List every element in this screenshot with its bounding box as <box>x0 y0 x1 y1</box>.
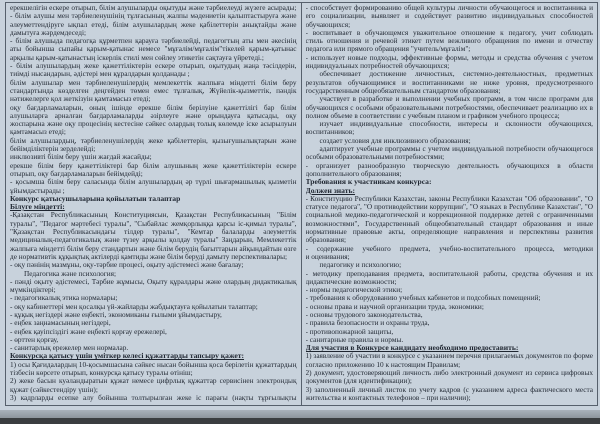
text-line: статусе педагога", "О противодействии коррупции", "О языках в Республике Казахстан", "О <box>305 203 593 212</box>
text-line: индивидуальных потребностей обучающихся; <box>305 62 450 71</box>
text-line: әлеуметтендіруге ықпал етеді, білім алушылардың жеке қабілеттерін анықтайды және <box>10 20 297 29</box>
text-line: педагогику и психологию; <box>319 261 402 270</box>
text-line: -Қазақстан Республикасының Конституциясын, Қазақстан Республикасының "Білім <box>10 211 297 220</box>
text-line: аты бойынша сыпайы қарым-қатынас немесе "мұғалім/мұғалім"тікелей қарым-қатынас <box>10 45 297 54</box>
text-line: тиімді нысандарын, әдістері мен құралдарын қолданады ; <box>10 70 190 79</box>
text-line: - білім алушыда педагогқа құрметпен қарауға тәрбиелейді, педагогтың аты мен әкесінің <box>10 37 297 46</box>
text-line: - воспитывает в обучающемся уважительное отношение к педагогу, учит соблюдать <box>305 28 593 37</box>
section-heading-underlined: Для участия в Конкурсе кандидату необходимо предоставить: <box>305 344 519 353</box>
text-line: результатов обучающимися и воспитанниками не ниже уровня, предусмотренного <box>305 78 593 87</box>
text-line: педагога или прямого обращения "учитель/мұғалім"; <box>305 45 471 54</box>
text-line: - оқу кабинеттері мен қосалқы үй-жайларды жабдықтауға қойылатын талаптар; <box>10 302 258 311</box>
text-line: адаптирует учебные программы с учетом индивидуальной потребности обучающегося <box>319 145 593 154</box>
text-line: - қосымша білім беру саласында білім алушылардың әр түрлі шығармашылық қызметін <box>10 178 297 187</box>
text-line: особыми образовательными потребностями; <box>305 153 445 162</box>
text-line: - санитарные правила и нормы. <box>305 335 404 344</box>
text-line: 2) жеке басын куәландыратын құжат немесе цифрлық құжаттар сервисінен электрондық <box>10 377 297 386</box>
text-line: полном объеме в соответствии с учебным планом и графиком учебного процесса; <box>305 111 560 120</box>
text-line: документов (для идентификации); <box>305 377 412 386</box>
text-line: нормативные правовые акты, определяющие направления и перспективы развития <box>305 228 593 237</box>
page-edge-shadow <box>0 410 600 418</box>
section-heading-underlined: Конкурсқа қатысу үшін үміткер келесі құжаттарды тапсыру қажет: <box>10 352 245 361</box>
text-line: ерекше білім беру қажеттіліктері бар білім алушының жеке қажеттіліктерін ескере <box>10 161 297 170</box>
text-line: 3) заполненный личный листок по учету кадров (с указанием адреса фактического места <box>305 385 593 394</box>
text-line: его социализации, выявляет и содействует развитию индивидуальных способностей <box>305 12 593 21</box>
text-line: жалпыға міндетті білім беру стандартын және білім берудің бағыттарын айқындайтын өзге <box>10 244 297 253</box>
text-line: участвует в разработке и выполнении учебных программ, в том числе программ для <box>319 95 593 104</box>
text-line: 1) заявление об участии в конкурсе с указанием перечня прилагаемых документов по форме <box>305 352 593 361</box>
text-line: - противопожарной защиты, <box>305 327 394 336</box>
text-line: - санитарлық ережелер мен нормалар. <box>10 344 129 353</box>
text-line: құжат (сәйкестендіру үшін); <box>10 385 98 394</box>
russian-text-column <box>302 3 598 405</box>
text-line: Педагогика және психология; <box>24 269 117 278</box>
text-line: медициналық-педагогикалық және түзеу арқылы қолдау туралы" Заңдарын, Мемлекеттік <box>10 236 297 245</box>
section-heading: Требования к участникам конкурса: <box>305 178 432 187</box>
text-line: стандартында көзделген деңгейден төмен емес тұлғалық, Жүйелік-қызметтік, пәндік <box>10 86 297 95</box>
text-line: - пәнді оқыту әдістемесі, Тәрбие жұмысы, Оқыту құралдары және олардың дидактикалық <box>10 277 297 286</box>
text-line: 1) осы Қағидалардың 10-қосымшасына сәйкес нысан бойынша қоса берілетін құжаттардың <box>10 360 297 369</box>
text-line: дополнительного образования; <box>305 169 402 178</box>
text-line: оқу бағдарламаларын, оның ішінде ерекше білім берілуіне қажеттілігі бар білім <box>10 103 297 112</box>
text-line: - оқу пәнінің мазмұны, оқу-тәрбие процесі, оқыту әдістемесі және бағалау; <box>10 261 244 270</box>
text-line: - основы права и научной организации труда, экономики; <box>305 302 484 311</box>
text-line: возможностями", Государственный общеобязательный стандарт образования и иные <box>305 219 593 228</box>
text-line: - использует новые подходы, эффективные формы, методы и средства обучения с учетом <box>305 53 593 62</box>
text-line: воспитанников; <box>305 128 355 137</box>
text-line: туралы", "Педагог мәртебесі туралы", "Сыбайлас жемқорлыққа қарсы іс-қимыл туралы", <box>10 219 297 228</box>
background-surface <box>0 418 600 424</box>
text-line: - организует разнообразную творческую деятельность обучающихся в области <box>305 161 593 170</box>
text-line: - правила безопасности и охраны труда, <box>305 319 430 328</box>
text-line: - нормы педагогической этики; <box>305 286 403 295</box>
section-heading-underlined: Білуге міндетті: <box>10 203 65 212</box>
text-line: арқылы қарым-қатынастың іскерлік стилі мен сөйлеу этикетін сақтауға үйретеді.; <box>10 53 264 62</box>
text-line: - еңбек заңнамасының негіздері, <box>10 319 111 328</box>
text-line: 3) кадрларды есепке алу бойынша толтырылған жеке іс парағы (нақты тұрғылықты <box>10 393 297 402</box>
document-table <box>5 2 598 406</box>
text-line: - методику преподавания предмета, воспитательной работы, средства обучения и их <box>305 269 593 278</box>
text-line: - способствует формированию общей культуры личности обучающегося и воспитанника и <box>305 4 593 12</box>
text-line: мүмкіндіктері; <box>10 286 56 295</box>
section-heading-underlined: Должен знать: <box>305 186 356 195</box>
text-line: и оценивания; <box>305 252 350 261</box>
text-line: социальной медико-педагогической и коррекционной поддержке детей с ограниченными <box>305 211 593 220</box>
text-line: білім алушылар мен тәрбиеленушілердің мемлекеттік жалпыға міндетті білім беру <box>10 78 297 87</box>
text-line: жоспарына және оқу процесінің кестесіне сәйкес олардың толық көлемде іске асырылуын <box>10 120 297 129</box>
text-line: - өрттен қорғау, <box>10 335 59 344</box>
text-line: - еңбек қауіпсіздігі және еңбекті қорғау ережелері, <box>10 327 167 336</box>
text-line: образования; <box>305 236 347 245</box>
text-line: дамытуға жәрдемдеседі; <box>10 28 87 37</box>
text-line: тізбесін көрсете отырып, конкурсқа қатысу туралы өтініш; <box>10 369 193 378</box>
text-line: обучающихся с особыми образовательными потребностями, обеспечивает реализацию их в <box>305 103 593 112</box>
text-line: - білім алушылардың жеке қажеттіліктерін ескере отырып, оқытудың жаңа тәсілдерін, <box>10 62 297 71</box>
text-line: білім алушылардың, тәрбиеленушілердің жеке қабілеттерін, қызығушылықтарын және <box>10 136 297 145</box>
text-line: нәтижелерге қол жеткізуін қамтамасыз етеді; <box>10 95 151 104</box>
text-line: - требования к оборудованию учебных кабинетов и подсобных помещений; <box>305 294 541 303</box>
section-heading: Конкурс қатысушыларына қойылатын талаптар <box>10 194 181 203</box>
text-line: инклюзивті білім беру үшін жағдай жасайды; <box>10 153 152 162</box>
text-line: 2) документ, удостоверяющий личность либо электронный документ из сервиса цифровых <box>305 369 593 378</box>
text-line: согласно приложению 10 к настоящим Правилам; <box>305 360 461 369</box>
text-line: обучающихся; <box>305 20 351 29</box>
text-line: изучает индивидуальные способности, интересы и склонности обучающихся, <box>319 120 593 129</box>
text-line: бейімділіктерін зерделейді; <box>10 145 96 154</box>
text-line: государственным общеобязательным стандартом образования; <box>305 86 501 95</box>
text-line: создает условия для инклюзивного образования; <box>319 136 471 145</box>
text-line: - білім алушы мен тәрбиеленушінің тұлғасының жалпы мәдениетін қалыптастыруға және <box>10 12 297 21</box>
text-line: - Конституцию Республики Казахстан, законы Республики Казахстан "Об образовании", "О <box>305 194 593 203</box>
text-line: обеспечивает достижение личностных, системно-деятельностных, предметных <box>319 70 593 79</box>
text-line: отырып, оқу бағдарламаларын бейімдейді; <box>10 169 143 178</box>
kazakh-text-column <box>6 3 302 405</box>
text-line: стиль отношения и речевой этикет путем вежливого обращения по имени и отчеству <box>305 37 593 46</box>
text-line: ұйымдастырады ; <box>10 186 65 195</box>
text-line: - содержание учебного предмета, учебно-воспитательного процесса, методики <box>305 244 593 253</box>
text-line: - құқық негіздері және еңбекті, экономиканы ғылыми ұйымдастыру, <box>10 310 222 319</box>
text-line: - педагогикалық этика нормалары; <box>10 294 118 303</box>
text-line: ерекшелігін ескере отырып, білім алушыларды оқытуды және тәрбиелеуді жүзеге асырады; <box>10 4 297 12</box>
text-line: алушыларға арналған бағдарламаларды әзірлеуге және орындауға қатысады, оқу <box>10 111 297 120</box>
text-line: - основы трудового законодательства, <box>305 310 423 319</box>
text-line: қамтамасыз етеді; <box>10 128 66 137</box>
text-line: "Қазақстан Республикасындағы тілдер туралы", "Кемтар балаларды әлеуметтік <box>10 228 297 237</box>
text-line: дидактические возможности; <box>305 277 397 286</box>
text-line: де нормативтік құқықтық актілерді қамтиды және білім беруді дамыту перспективалары; <box>10 252 288 261</box>
text-line: жительства и контактных телефонов – при наличии); <box>305 393 471 402</box>
